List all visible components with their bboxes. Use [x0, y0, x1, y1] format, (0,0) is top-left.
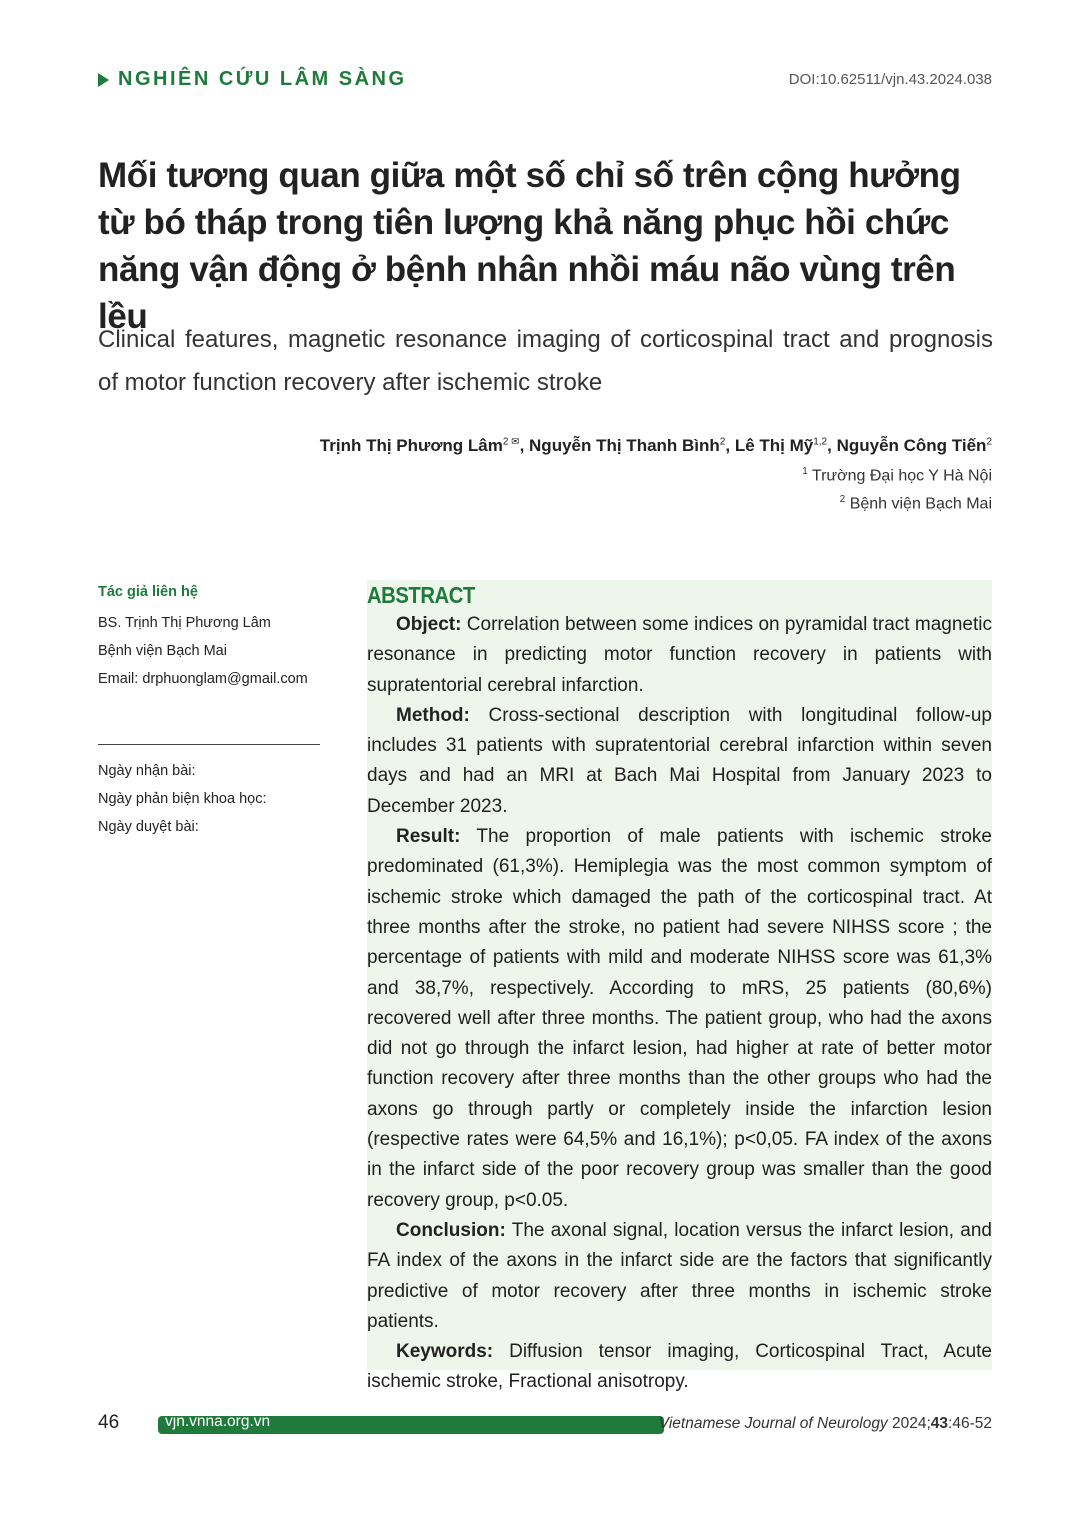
abstract-body	[367, 610, 992, 1398]
affiliation	[840, 494, 992, 513]
divider	[98, 744, 320, 745]
affiliation-sup: 1	[802, 466, 808, 477]
author-name: Lê Thị Mỹ	[734, 436, 814, 455]
section-label: NGHIÊN CỨU LÂM SÀNG	[118, 68, 407, 90]
article-subtitle: Clinical features, magnetic resonance imaging of corticospinal tract and prognosis of motor function recovery after ischemic stroke	[98, 326, 993, 396]
author-name: Nguyễn Thị Thanh Bình	[529, 436, 720, 455]
journal-name: Vietnamese Journal of Neurology	[658, 1415, 888, 1432]
abstract-result	[367, 822, 992, 1216]
author-sup: 2	[719, 436, 726, 448]
correspondence-name: BS. Trịnh Thị Phương Lâm	[98, 615, 271, 631]
journal-volume: 43	[930, 1415, 949, 1432]
method-text: Cross-sectional description with longitudinal follow-up includes 31 patients with supratentorial cerebral infarction within seven days and had an MRI at Bach Mai Hospital from January 2023 to December 2023.	[367, 704, 992, 817]
journal-url[interactable]: vjn.vnna.org.vn	[165, 1413, 271, 1430]
author-sup: 2	[986, 436, 992, 448]
author-name: Trịnh Thị Phương Lâm	[319, 436, 503, 455]
author-sup: 1,2	[813, 436, 828, 448]
keywords-text: Diffusion tensor imaging, Corticospinal Tract, Acute ischemic stroke, Fractional anisotropy.	[367, 1341, 992, 1393]
conclusion-label: Conclusion:	[396, 1219, 506, 1241]
affiliation-text: Trường Đại học Y Hà Nội	[811, 467, 992, 485]
journal-citation	[659, 1415, 992, 1433]
correspondence-box	[98, 584, 320, 693]
date-reviewed: Ngày phản biện khoa học:	[98, 791, 267, 807]
object-text: Correlation between some indices on pyramidal tract magnetic resonance in predicting motor function recovery in patients with supratentorial cerebral infarction.	[367, 614, 992, 696]
triangle-bullet-icon	[98, 73, 109, 87]
abstract-method	[367, 701, 992, 822]
page-number: 46	[98, 1412, 120, 1433]
date-received: Ngày nhận bài:	[98, 763, 196, 779]
journal-year: 2024;	[887, 1415, 931, 1432]
correspondence-institution: Bệnh viện Bạch Mai	[98, 643, 227, 659]
affiliation-sup: 2	[839, 494, 846, 505]
section-tag	[98, 68, 407, 91]
abstract-conclusion	[367, 1216, 992, 1337]
abstract-keywords	[367, 1337, 992, 1398]
method-label: Method:	[396, 704, 470, 726]
result-text: The proportion of male patients with ischemic stroke predominated (61,3%). Hemiplegia was the most common symptom of ischemic stroke which damaged the path of the corticospinal tract. At three months after the stroke, no patient had severe NIHSS score ; the percentage of patients with mild and moderate NIHSS score was 61,3% and 38,7%, respectively. According to mRS, 25 patients (80,6%) recovered well after three months. The patient group, who had the axons did not go through the infarct lesion, had higher at rate of better motor function recovery after three months than the other groups who had the axons go through partly or completely inside the infarction lesion (respective rates were 64,5% and 16,1%); p<0,05. FA index of the axons in the infarct side of the poor recovery group was smaller than the good recovery group, p<0.05.	[367, 826, 992, 1211]
author-name: Nguyễn Công Tiến	[836, 436, 987, 455]
correspondence-email[interactable]: Email: drphuonglam@gmail.com	[98, 671, 308, 687]
article-dates	[98, 757, 267, 841]
author-sup: 2 ✉	[502, 436, 520, 448]
affiliation	[802, 466, 992, 485]
conclusion-text: The axonal signal, location versus the infarct lesion, and FA index of the axons in the infarct side are the factors that significantly predictive of motor recovery after three months in ischemic stroke patients.	[367, 1219, 992, 1332]
keywords-label: Keywords:	[396, 1341, 494, 1363]
correspondence-label: Tác giả liên hệ	[98, 584, 198, 600]
abstract-heading: ABSTRACT	[367, 582, 475, 608]
journal-pages: :46-52	[948, 1415, 992, 1432]
affiliation-text: Bệnh viện Bạch Mai	[849, 495, 992, 513]
doi[interactable]: DOI:10.62511/vjn.43.2024.038	[788, 71, 992, 88]
date-accepted: Ngày duyệt bài:	[98, 819, 199, 835]
abstract-box	[367, 580, 992, 1393]
article-title: Mối tương quan giữa một số chỉ số trên cộng hưởng từ bó tháp trong tiên lượng khả năng phục hồi chức năng vận động ở bệnh nhân nhồi máu não vùng trên lều	[98, 156, 961, 336]
abstract-object	[367, 610, 992, 701]
author-list: Trịnh Thị Phương Lâm$^{2 ✉}$, Nguyễn Thị Thanh Bình$^2$, Lê Thị Mỹ$^{1,2}$, Nguyễn Công Tiến$^2$	[319, 436, 992, 455]
object-label: Object:	[396, 614, 462, 635]
result-label: Result:	[396, 826, 461, 848]
